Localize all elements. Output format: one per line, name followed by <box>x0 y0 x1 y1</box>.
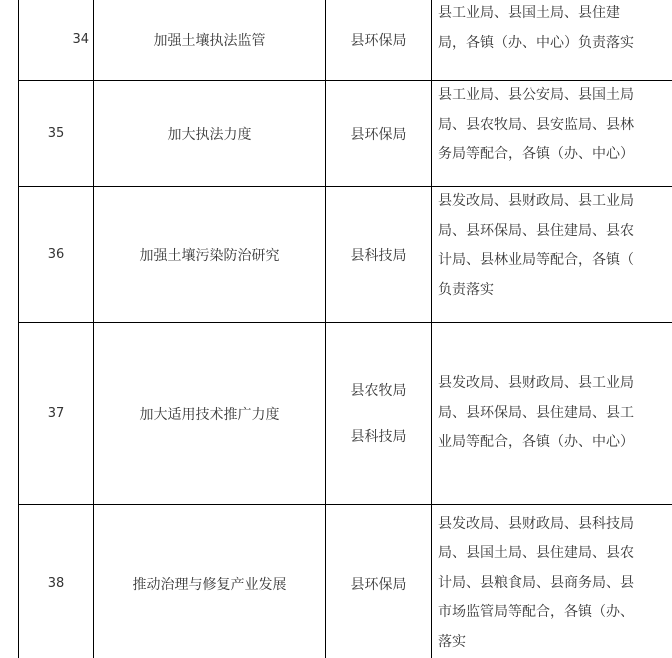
coop-line: 落实 <box>438 633 466 650</box>
coop-line: 局、县环保局、县住建局、县工 <box>438 404 634 421</box>
task-assignment-table <box>18 0 672 658</box>
coop-line: 县发改局、县财政局、县科技局 <box>438 515 634 532</box>
task-name: 加大执法力度 <box>94 81 326 187</box>
coop-line: 局，各镇（办、中心）负责落实 <box>438 34 634 51</box>
coop-line: 务局等配合，各镇（办、中心） <box>438 146 634 162</box>
coop-line: 计局、县粮食局、县商务局、县 <box>438 574 634 591</box>
cooperating-departments <box>432 187 672 323</box>
row-number: 38 <box>19 505 94 658</box>
table-row <box>19 505 672 658</box>
coop-line: 负责落实 <box>438 281 494 298</box>
task-name: 加强土壤执法监管 <box>94 0 326 81</box>
coop-line: 局、县环保局、县住建局、县农 <box>438 222 634 239</box>
coop-line: 市场监管局等配合，各镇（办、 <box>438 604 634 621</box>
row-number: 36 <box>19 187 94 323</box>
coop-line: 县工业局、县国土局、县住建 <box>438 5 620 21</box>
lead-department <box>326 81 432 187</box>
cooperating-departments <box>432 505 672 658</box>
cooperating-departments <box>432 323 672 505</box>
lead-department-name: 县科技局 <box>350 247 407 264</box>
lead-department <box>326 187 432 323</box>
lead-department-name: 县环保局 <box>350 126 407 143</box>
lead-department-name: 县科技局 <box>350 428 407 445</box>
coop-line: 计局、县林业局等配合，各镇（ <box>438 252 634 268</box>
row-number: 35 <box>19 81 94 187</box>
coop-line: 县发改局、县财政局、县工业局 <box>438 375 634 392</box>
cooperating-departments <box>432 0 672 81</box>
lead-department <box>326 0 432 81</box>
row-number: 34 <box>19 0 94 81</box>
lead-department-name: 县环保局 <box>350 32 407 49</box>
table-row <box>19 81 672 187</box>
lead-department-name: 县农牧局 <box>350 382 407 399</box>
cooperating-departments <box>432 81 672 187</box>
task-name: 推动治理与修复产业发展 <box>94 505 326 658</box>
coop-line: 局、县国土局、县住建局、县农 <box>438 545 634 562</box>
row-number: 37 <box>19 323 94 505</box>
task-name: 加大适用技术推广力度 <box>94 323 326 505</box>
task-name: 加强土壤污染防治研究 <box>94 187 326 323</box>
coop-line: 县发改局、县财政局、县工业局 <box>438 193 634 209</box>
coop-line: 业局等配合，各镇（办、中心） <box>438 434 634 451</box>
lead-department-name: 县环保局 <box>350 576 407 593</box>
lead-department <box>326 505 432 658</box>
lead-department <box>326 323 432 505</box>
table-row <box>19 0 672 81</box>
table-row <box>19 187 672 323</box>
coop-line: 县工业局、县公安局、县国土局 <box>438 87 634 103</box>
table-row <box>19 323 672 505</box>
coop-line: 局、县农牧局、县安监局、县林 <box>438 116 634 133</box>
